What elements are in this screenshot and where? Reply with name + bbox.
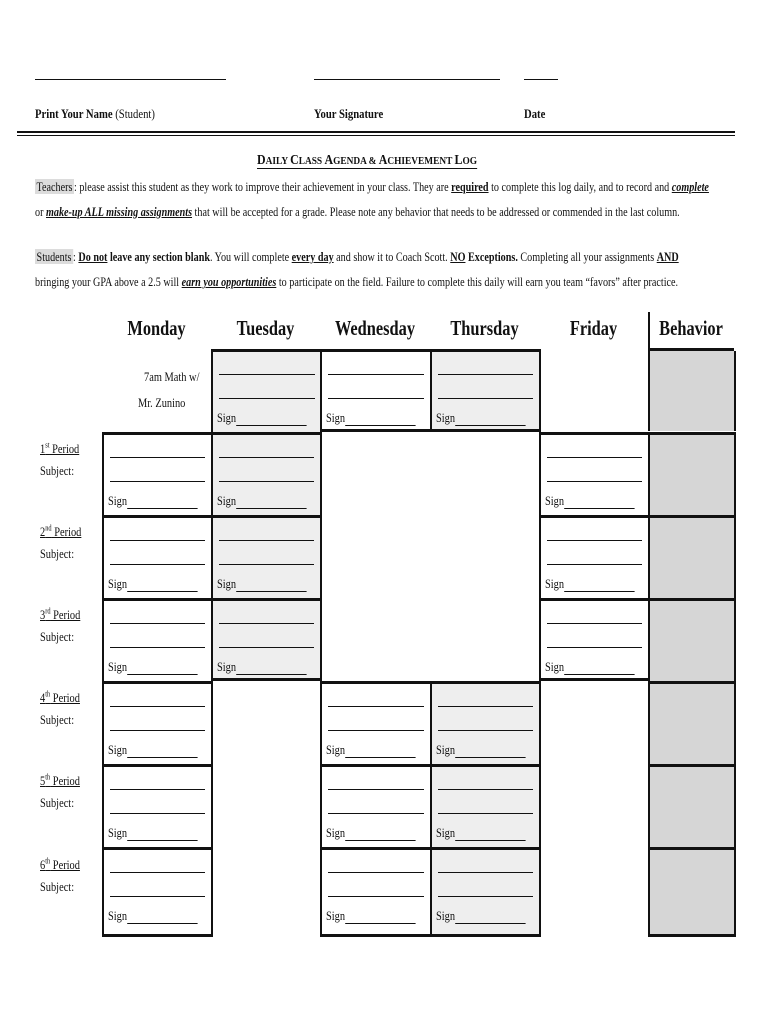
log-cell-tue-2[interactable] xyxy=(211,515,322,598)
friday-bottom-border xyxy=(539,678,648,681)
behavior-cell-0[interactable] xyxy=(648,351,736,431)
sign-field[interactable]: Sign xyxy=(108,825,197,841)
sign-field[interactable]: Sign xyxy=(436,410,525,426)
write-line[interactable] xyxy=(110,647,205,648)
write-line[interactable] xyxy=(547,564,642,565)
write-line[interactable] xyxy=(438,398,533,399)
behavior-cell-4[interactable] xyxy=(648,681,736,764)
day-header-thursday: Thursday xyxy=(450,316,519,340)
log-cell-fri-1[interactable] xyxy=(539,432,648,515)
write-line[interactable] xyxy=(328,398,424,399)
sign-field[interactable]: Sign xyxy=(108,908,197,924)
page-title: DAILY CLASS AGENDA & ACHIEVEMENT LOG xyxy=(257,153,478,168)
students-line-2: bringing your GPA above a 2.5 will earn you opportunities to participate on the field. Failure to complete this daily will earn you team “favors” after practice. xyxy=(35,274,679,289)
write-line[interactable] xyxy=(219,374,315,375)
write-line[interactable] xyxy=(328,813,424,814)
period-label-3: 3rd Period Subject: xyxy=(40,607,81,645)
math-note-line-2: Mr. Zunino xyxy=(138,395,186,410)
sign-field[interactable]: Sign xyxy=(545,493,634,509)
write-line[interactable] xyxy=(438,896,533,897)
write-line[interactable] xyxy=(438,789,533,790)
teachers-line-1: Teachers : please assist this student as they work to improve their achievement in your class. They are required to complete this log daily, and to record and complete xyxy=(36,179,709,194)
day-header-tuesday: Tuesday xyxy=(236,316,295,340)
write-line[interactable] xyxy=(438,813,533,814)
day-header-behavior: Behavior xyxy=(659,316,723,340)
period-label-6: 6th Period Subject: xyxy=(40,857,80,895)
write-line[interactable] xyxy=(438,872,533,873)
log-cell-wed-0[interactable] xyxy=(320,349,430,432)
write-line[interactable] xyxy=(328,730,424,731)
sign-field[interactable]: Sign xyxy=(217,410,306,426)
write-line[interactable] xyxy=(110,481,205,482)
write-line[interactable] xyxy=(110,564,205,565)
sign-field[interactable]: Sign xyxy=(326,410,415,426)
behavior-cell-5[interactable] xyxy=(648,764,736,847)
write-line[interactable] xyxy=(547,540,642,541)
sign-field[interactable]: Sign xyxy=(326,908,415,924)
write-line[interactable] xyxy=(328,789,424,790)
sign-field[interactable]: Sign xyxy=(436,825,525,841)
behavior-cell-2[interactable] xyxy=(648,515,736,598)
sign-field[interactable]: Sign xyxy=(217,493,306,509)
write-line[interactable] xyxy=(219,398,315,399)
log-cell-wed-5[interactable] xyxy=(320,764,430,847)
wed-thu-top-border-row4 xyxy=(320,681,539,684)
behavior-cell-3[interactable] xyxy=(648,598,736,681)
write-line[interactable] xyxy=(438,374,533,375)
write-line[interactable] xyxy=(547,481,642,482)
write-line[interactable] xyxy=(547,457,642,458)
write-line[interactable] xyxy=(110,896,205,897)
day-header-wednesday: Wednesday xyxy=(334,316,416,340)
signature-label: Your Signature xyxy=(314,106,384,121)
period-label-4: 4th Period Subject: xyxy=(40,690,80,728)
day-header-monday: Monday xyxy=(127,316,186,340)
write-line[interactable] xyxy=(110,789,205,790)
wed-thu-row0-bottom-border xyxy=(320,429,539,432)
thu-row0-right-border xyxy=(539,349,541,432)
write-line[interactable] xyxy=(219,481,314,482)
tuesday-bottom-border xyxy=(211,678,320,681)
write-line[interactable] xyxy=(547,647,642,648)
period-label-2: 2nd Period Subject: xyxy=(40,524,82,562)
log-cell-tue-1[interactable] xyxy=(211,432,322,515)
log-cell-thu-6[interactable] xyxy=(430,847,541,937)
period-label-1: 1st Period Subject: xyxy=(40,441,80,479)
write-line[interactable] xyxy=(547,623,642,624)
name-label: Print Your Name (Student) xyxy=(35,106,155,121)
log-cell-fri-3[interactable] xyxy=(539,598,648,681)
sign-field[interactable]: Sign xyxy=(108,493,197,509)
behavior-left-border xyxy=(648,312,650,350)
sign-field[interactable]: Sign xyxy=(108,576,197,592)
sign-field[interactable]: Sign xyxy=(545,659,634,675)
write-line[interactable] xyxy=(110,623,205,624)
day-header-friday: Friday xyxy=(569,316,618,340)
log-cell-tue-0[interactable] xyxy=(211,349,321,432)
write-line[interactable] xyxy=(110,706,205,707)
write-line[interactable] xyxy=(438,706,533,707)
header-divider-2 xyxy=(17,135,735,136)
log-cell-fri-2[interactable] xyxy=(539,515,648,598)
log-cell-tue-3[interactable] xyxy=(211,598,322,681)
write-line[interactable] xyxy=(328,706,424,707)
write-line[interactable] xyxy=(219,540,314,541)
name-line[interactable] xyxy=(35,79,226,80)
sign-field[interactable]: Sign xyxy=(436,908,525,924)
log-cell-mon-6[interactable] xyxy=(102,847,213,937)
write-line[interactable] xyxy=(110,813,205,814)
date-label: Date xyxy=(524,106,546,121)
write-line[interactable] xyxy=(219,457,314,458)
signature-line[interactable] xyxy=(314,79,500,80)
log-cell-thu-0[interactable] xyxy=(430,349,541,432)
write-line[interactable] xyxy=(219,623,314,624)
sign-field[interactable]: Sign xyxy=(108,659,197,675)
write-line[interactable] xyxy=(110,872,205,873)
write-line[interactable] xyxy=(328,896,424,897)
write-line[interactable] xyxy=(110,457,205,458)
write-line[interactable] xyxy=(438,730,533,731)
date-line[interactable] xyxy=(524,79,558,80)
write-line[interactable] xyxy=(219,564,314,565)
friday-column-border xyxy=(539,681,541,934)
log-cell-mon-3[interactable] xyxy=(102,598,211,681)
sign-field[interactable]: Sign xyxy=(217,576,306,592)
write-line[interactable] xyxy=(110,540,205,541)
log-cell-mon-2[interactable] xyxy=(102,515,211,598)
log-cell-mon-5[interactable] xyxy=(102,764,213,847)
header-divider xyxy=(17,131,735,133)
sign-field[interactable]: Sign xyxy=(108,742,197,758)
sign-field[interactable]: Sign xyxy=(326,825,415,841)
log-cell-wed-6[interactable] xyxy=(320,847,430,937)
sign-field[interactable]: Sign xyxy=(326,742,415,758)
math-note-line-1: 7am Math w/ xyxy=(144,369,200,384)
period-label-5: 5th Period Subject: xyxy=(40,773,80,811)
log-cell-mon-1[interactable] xyxy=(102,432,211,515)
write-line[interactable] xyxy=(328,374,424,375)
behavior-cell-1[interactable] xyxy=(648,432,736,515)
write-line[interactable] xyxy=(328,872,424,873)
students-line-1: Students : Do not leave any section blank. You will complete every day and show it to Coach Scott. NO Exceptions. Completing all your assignments AND xyxy=(36,249,679,264)
sign-field[interactable]: Sign xyxy=(545,576,634,592)
write-line[interactable] xyxy=(110,730,205,731)
log-cell-wed-4[interactable] xyxy=(320,681,430,764)
sign-field[interactable]: Sign xyxy=(436,742,525,758)
sign-field[interactable]: Sign xyxy=(217,659,306,675)
log-cell-mon-4[interactable] xyxy=(102,681,213,764)
log-cell-thu-4[interactable] xyxy=(430,681,541,764)
teachers-line-2: or make-up ALL missing assignments that will be accepted for a grade. Please note any behavior that needs to be addressed or commended in the last column. xyxy=(35,204,680,219)
behavior-cell-6[interactable] xyxy=(648,847,736,937)
log-cell-thu-5[interactable] xyxy=(430,764,541,847)
write-line[interactable] xyxy=(219,647,314,648)
